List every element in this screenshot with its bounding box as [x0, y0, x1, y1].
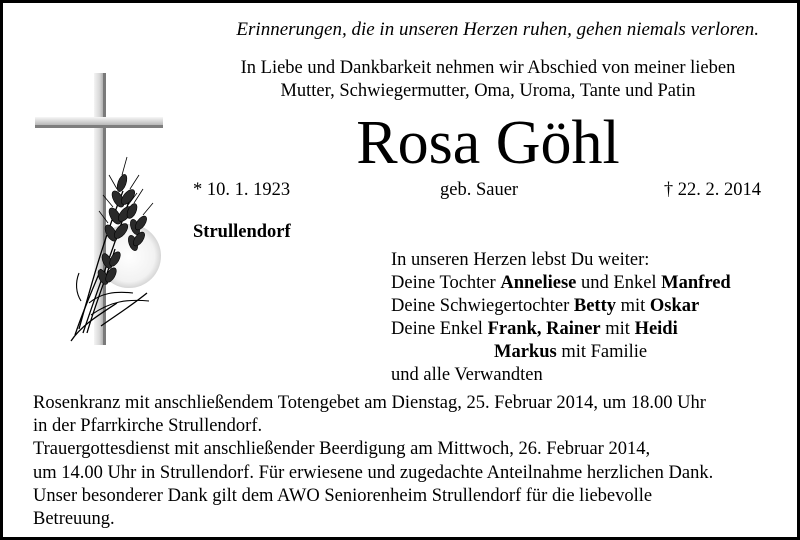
- family-text: Deine Enkel: [391, 319, 488, 339]
- family-member: Betty: [573, 296, 616, 316]
- family-member: Oskar: [649, 296, 700, 316]
- birth-date: * 10. 1. 1923: [193, 180, 291, 200]
- intro-line: Mutter, Schwiegermutter, Oma, Uroma, Tante und Patin: [280, 81, 696, 101]
- family-line: [391, 318, 731, 341]
- family-text: mit: [616, 296, 650, 316]
- family-line: [391, 295, 731, 318]
- family-member: Markus: [494, 342, 557, 362]
- family-member: Frank, Rainer: [487, 319, 601, 339]
- notice-line: Unser besonderer Dank gilt dem AWO Seniorenheim Strullendorf für die liebevolle: [33, 485, 653, 506]
- family-text: mit: [600, 319, 635, 339]
- family-text: Deine Schwiegertochter: [391, 296, 574, 316]
- notice-line: um 14.00 Uhr in Strullendorf. Für erwiesene und zugedachte Anteilnahme herzlichen Dank.: [33, 462, 714, 483]
- place: Strullendorf: [193, 222, 291, 242]
- family-text: mit Familie: [556, 342, 648, 362]
- family-member: Heidi: [634, 319, 678, 339]
- family-text: und alle Verwandten: [391, 365, 543, 385]
- motto: Erinnerungen, die in unseren Herzen ruhen, gehen niemals verloren.: [236, 19, 759, 40]
- notice-line: Rosenkranz mit anschließendem Totengebet am Dienstag, 25. Februar 2014, um 18.00 Uhr: [33, 393, 706, 413]
- family-member: Manfred: [661, 273, 731, 293]
- service-notice: [33, 392, 713, 531]
- cross-with-wheat-icon: [31, 71, 181, 361]
- family-text: In unseren Herzen lebst Du weiter:: [391, 250, 650, 270]
- family-text: und Enkel: [576, 273, 662, 293]
- notice-line: Betreuung.: [33, 509, 115, 530]
- family-line: [391, 341, 731, 364]
- notice-line: in der Pfarrkirche Strullendorf.: [33, 416, 263, 437]
- notice-line: Trauergottesdienst mit anschließender Beerdigung am Mittwoch, 26. Februar 2014,: [33, 439, 651, 460]
- intro-line: In Liebe und Dankbarkeit nehmen wir Abschied von meiner lieben: [240, 58, 736, 78]
- family-line: [391, 249, 731, 272]
- maiden-name: geb. Sauer: [440, 180, 519, 200]
- family-text: Deine Tochter: [391, 273, 501, 293]
- death-date: † 22. 2. 2014: [663, 180, 761, 200]
- family-line: [391, 272, 731, 295]
- family-line: [391, 364, 731, 387]
- family-member: Anneliese: [500, 273, 577, 293]
- deceased-name: Rosa Göhl: [356, 109, 620, 177]
- family-list: [391, 249, 731, 387]
- intro-text: [193, 57, 783, 103]
